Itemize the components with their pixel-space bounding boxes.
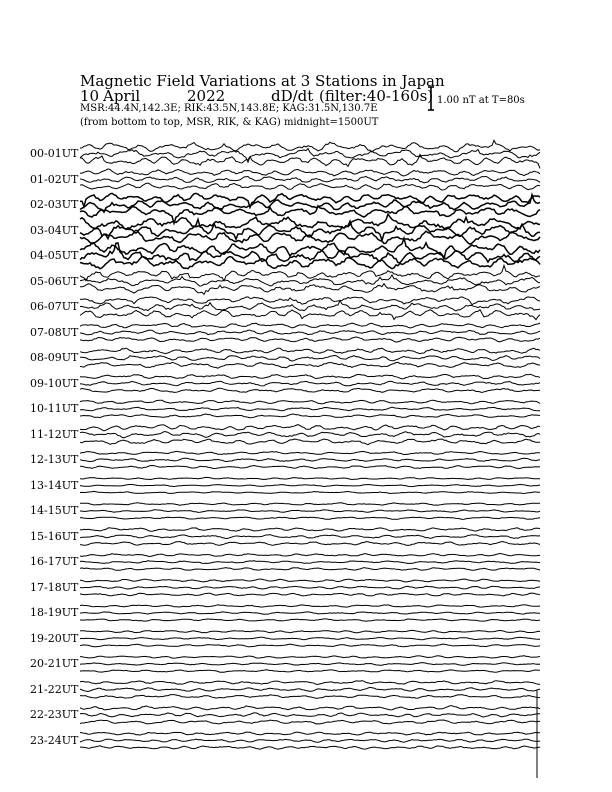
trace-KAG	[80, 503, 540, 506]
trace-RIK	[80, 407, 540, 411]
trace-RIK	[80, 432, 540, 438]
hour-label-05-06UT: 05-06UT	[30, 274, 79, 288]
trace-MSR	[80, 491, 540, 493]
trace-MSR	[80, 439, 540, 445]
hour-label-02-03UT: 02-03UT	[30, 198, 79, 211]
hour-label-19-20UT: 19-20UT	[30, 631, 79, 645]
trace-RIK	[80, 687, 540, 691]
trace-RIK	[80, 713, 540, 717]
hour-label-21-22UT: 21-22UT	[30, 682, 79, 696]
trace-KAG	[80, 214, 540, 229]
hour-label-18-19UT: 18-19UT	[30, 606, 79, 619]
hour-row-11-12UT	[80, 425, 540, 445]
trace-RIK	[80, 356, 540, 362]
chart-title: Magnetic Field Variations at 3 Stations in Japan	[80, 72, 445, 90]
trace-KAG	[80, 425, 540, 431]
trace-MSR	[80, 284, 540, 295]
trace-MSR	[80, 517, 540, 519]
hour-label-15-16UT: 15-16UT	[30, 529, 79, 543]
trace-RIK	[80, 301, 540, 311]
trace-RIK	[80, 535, 540, 539]
filter-label: (filter:40-160s)	[319, 87, 434, 105]
trace-RIK	[80, 561, 540, 564]
hour-row-22-23UT	[80, 706, 540, 724]
hour-row-14-15UT	[80, 503, 540, 520]
hour-label-17-18UT: 17-18UT	[30, 580, 79, 594]
trace-MSR	[80, 568, 540, 571]
trace-RIK	[80, 586, 540, 589]
trace-KAG	[80, 140, 540, 152]
trace-MSR	[80, 746, 540, 750]
hour-label-12-13UT: 12-13UT	[30, 453, 79, 466]
hour-row-20-21UT	[80, 656, 540, 673]
hour-label-01-02UT: 01-02UT	[30, 172, 79, 186]
trace-MSR	[80, 670, 540, 673]
trace-KAG	[80, 706, 540, 710]
hour-label-22-23UT: 22-23UT	[30, 708, 79, 721]
hour-row-21-22UT	[80, 681, 540, 699]
trace-RIK	[80, 484, 540, 486]
hour-row-15-16UT	[80, 528, 540, 545]
trace-KAG	[80, 605, 540, 607]
trace-RIK	[80, 381, 540, 386]
trace-KAG	[80, 451, 540, 454]
station-order-line: (from bottom to top, MSR, RIK, & KAG) midnight=1500UT	[80, 117, 379, 128]
hour-label-23-24UT: 23-24UT	[30, 733, 79, 747]
trace-KAG	[80, 400, 540, 404]
stations-line: MSR:44.4N,142.3E; RIK:43.5N,143.8E; KAG:31.5N,130.7E	[80, 103, 378, 114]
trace-RIK	[80, 176, 540, 182]
trace-MSR	[80, 154, 540, 168]
trace-RIK	[80, 195, 540, 213]
trace-MSR	[80, 466, 540, 469]
trace-MSR	[80, 388, 540, 392]
trace-MSR	[80, 310, 540, 320]
hour-row-03-04UT	[80, 214, 540, 244]
trace-RIK	[80, 275, 540, 286]
hour-row-19-20UT	[80, 630, 540, 646]
trace-KAG	[80, 477, 540, 479]
trace-RIK	[80, 330, 540, 335]
trace-MSR	[80, 593, 540, 596]
trace-KAG	[80, 348, 540, 354]
hour-label-13-14UT: 13-14UT	[30, 478, 79, 492]
trace-KAG	[80, 630, 540, 632]
trace-RIK	[80, 612, 540, 614]
trace-RIK	[80, 458, 540, 461]
hour-row-05-06UT	[80, 266, 540, 295]
scale-bar-label: 1.00 nT at T=80s	[437, 95, 525, 106]
hour-row-13-14UT	[80, 477, 540, 493]
hour-row-10-11UT	[80, 400, 540, 418]
trace-KAG	[80, 553, 540, 556]
trace-MSR	[80, 720, 540, 724]
trace-RIK	[80, 637, 540, 640]
hour-row-04-05UT	[80, 238, 540, 269]
hour-label-20-21UT: 20-21UT	[30, 657, 79, 670]
component-label: dD/dt	[271, 87, 314, 105]
hour-label-14-15UT: 14-15UT	[30, 504, 79, 517]
hour-row-23-24UT	[80, 732, 540, 749]
trace-KAG	[80, 732, 540, 735]
trace-RIK	[80, 663, 540, 666]
trace-KAG	[80, 681, 540, 685]
trace-KAG	[80, 169, 540, 176]
date-month: April	[103, 87, 141, 105]
trace-KAG	[80, 656, 540, 658]
trace-RIK	[80, 739, 540, 742]
trace-MSR	[80, 619, 540, 621]
date-day: 10	[80, 87, 100, 105]
trace-KAG	[80, 297, 540, 305]
trace-KAG	[80, 374, 540, 379]
hour-label-10-11UT: 10-11UT	[30, 402, 79, 415]
hour-label-11-12UT: 11-12UT	[30, 427, 79, 441]
hour-row-08-09UT	[80, 348, 540, 368]
date-year: 2022	[187, 87, 226, 105]
trace-KAG	[80, 528, 540, 532]
hour-row-17-18UT	[80, 579, 540, 596]
trace-MSR	[80, 414, 540, 418]
trace-MSR	[80, 644, 540, 647]
trace-RIK	[80, 219, 540, 240]
trace-MSR	[80, 183, 540, 190]
trace-MSR	[80, 695, 540, 699]
trace-KAG	[80, 579, 540, 582]
trace-MSR	[80, 542, 540, 546]
hour-label-03-04UT: 03-04UT	[30, 223, 79, 237]
hour-row-09-10UT	[80, 374, 540, 392]
hour-row-07-08UT	[80, 323, 540, 342]
hour-row-18-19UT	[80, 605, 540, 622]
hour-label-06-07UT: 06-07UT	[30, 300, 79, 313]
hour-label-07-08UT: 07-08UT	[30, 325, 79, 339]
trace-KAG	[80, 323, 540, 328]
trace-RIK	[80, 510, 540, 513]
hour-row-12-13UT	[80, 451, 540, 468]
trace-MSR	[80, 337, 540, 342]
hour-label-16-17UT: 16-17UT	[30, 555, 79, 568]
hour-label-00-01UT: 00-01UT	[30, 147, 79, 160]
hour-label-09-10UT: 09-10UT	[30, 376, 79, 390]
hour-label-04-05UT: 04-05UT	[30, 249, 79, 262]
trace-MSR	[80, 362, 540, 368]
scale-bar	[428, 87, 434, 110]
hour-row-16-17UT	[80, 553, 540, 570]
hour-row-00-01UT	[80, 140, 540, 168]
hour-row-06-07UT	[80, 297, 540, 320]
trace-KAG	[80, 266, 540, 281]
hour-row-01-02UT	[80, 169, 540, 190]
hour-label-08-09UT: 08-09UT	[30, 351, 79, 364]
